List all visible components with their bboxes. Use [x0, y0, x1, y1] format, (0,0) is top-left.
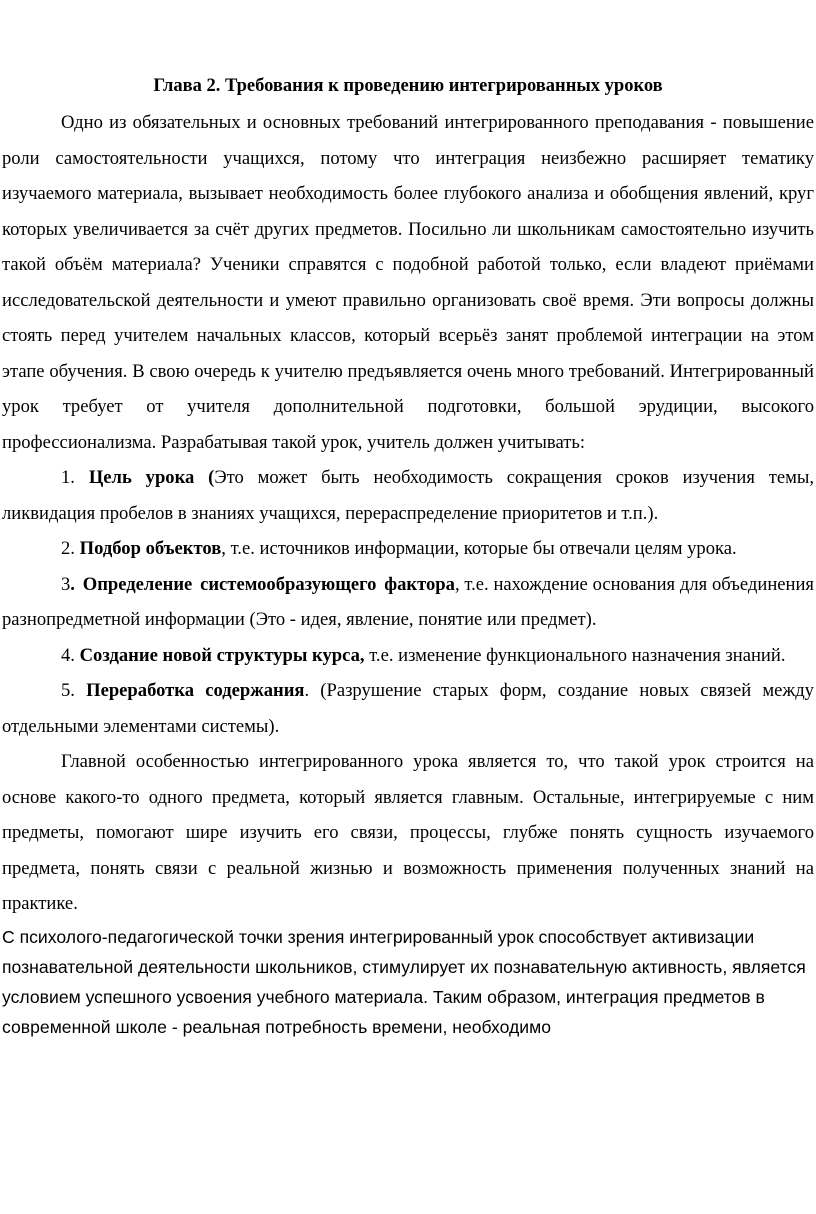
requirement-item-3 — [0, 567, 816, 638]
requirement-title: Цель урока ( — [88, 467, 215, 488]
requirement-text: , т.е. источников информации, которые бы отвечали целям урока. — [221, 538, 737, 559]
requirement-title: Подбор объектов — [79, 538, 222, 559]
requirement-number: 3 — [61, 573, 71, 595]
requirement-text: Это может быть необходимость сокращения сроков изучения темы, ликвидация пробелов в знаниях учащихся, перераспределение приоритетов и т.п.). — [2, 467, 815, 524]
requirement-number: 4. — [61, 644, 75, 666]
requirement-item-5 — [0, 673, 816, 744]
requirement-number: 2. — [61, 538, 75, 559]
requirement-text: т.е. изменение функционального назначения знаний. — [364, 644, 786, 666]
requirement-title: Создание новой структуры курса, — [79, 644, 365, 666]
requirement-title: Переработка содержания — [86, 680, 305, 701]
requirement-item-4 — [0, 638, 816, 674]
requirement-item-2 — [0, 531, 816, 567]
requirement-text: , т.е. нахождение основания для объединения разнопредметной информации (Это - идея, явление, понятие или предмет). — [2, 573, 814, 630]
requirement-text: . (Разрушение старых форм, создание новых связей между отдельными элементами системы). — [2, 680, 814, 737]
main-feature-paragraph: Главной особенностью интегрированного урока является то, что такой урок строится на основе какого-то одного предмета, который является главным. Остальные, интегрируемые с ним предметы, помогают шире изучить его связи, процессы, глубже понять сущность изучаемого предмета, понять связи с реальной жизнью и возможность применения полученных знаний на практике. — [2, 751, 814, 914]
closing-paragraph: С психолого-педагогической точки зрения интегрированный урок способствует активизации познавательной деятельности школьников, стимулирует их познавательную активность, является условием успешного усвоения учебного материала. Таким образом, интеграция предметов в современной школе - реальная потребность времени, необходимо — [2, 926, 806, 1038]
requirement-number: 1. — [61, 467, 75, 488]
chapter-heading: Глава 2. Требования к проведению интегрированных уроков — [153, 76, 663, 96]
requirement-number: 5. — [61, 680, 75, 701]
requirement-title: . Определение системообразующего фактора — [70, 573, 455, 595]
requirement-item-1 — [0, 460, 816, 531]
intro-paragraph: Одно из обязательных и основных требований интегрированного преподавания - повышение роли самостоятельности учащихся, потому что интеграция неизбежно расширяет тематику изучаемого материала, вызывает необходимость более глубокого анализа и обобщения явлений, круг которых увеличивается за счёт других предметов. Посильно ли школьникам самостоятельно изучить такой объём материала? Ученики справятся с подобной работой только, если владеют приёмами исследовательской деятельности и умеют правильно организовать своё время. Эти вопросы должны стоять перед учителем начальных классов, который всерьёз занят проблемой интеграции на этом этапе обучения. В свою очередь к учителю предъявляется очень много требований. Интегрированный урок требует от учителя дополнительной подготовки, большой эрудиции, высокого профессионализма. Разрабатывая такой урок, учитель должен учитывать: — [2, 112, 814, 453]
